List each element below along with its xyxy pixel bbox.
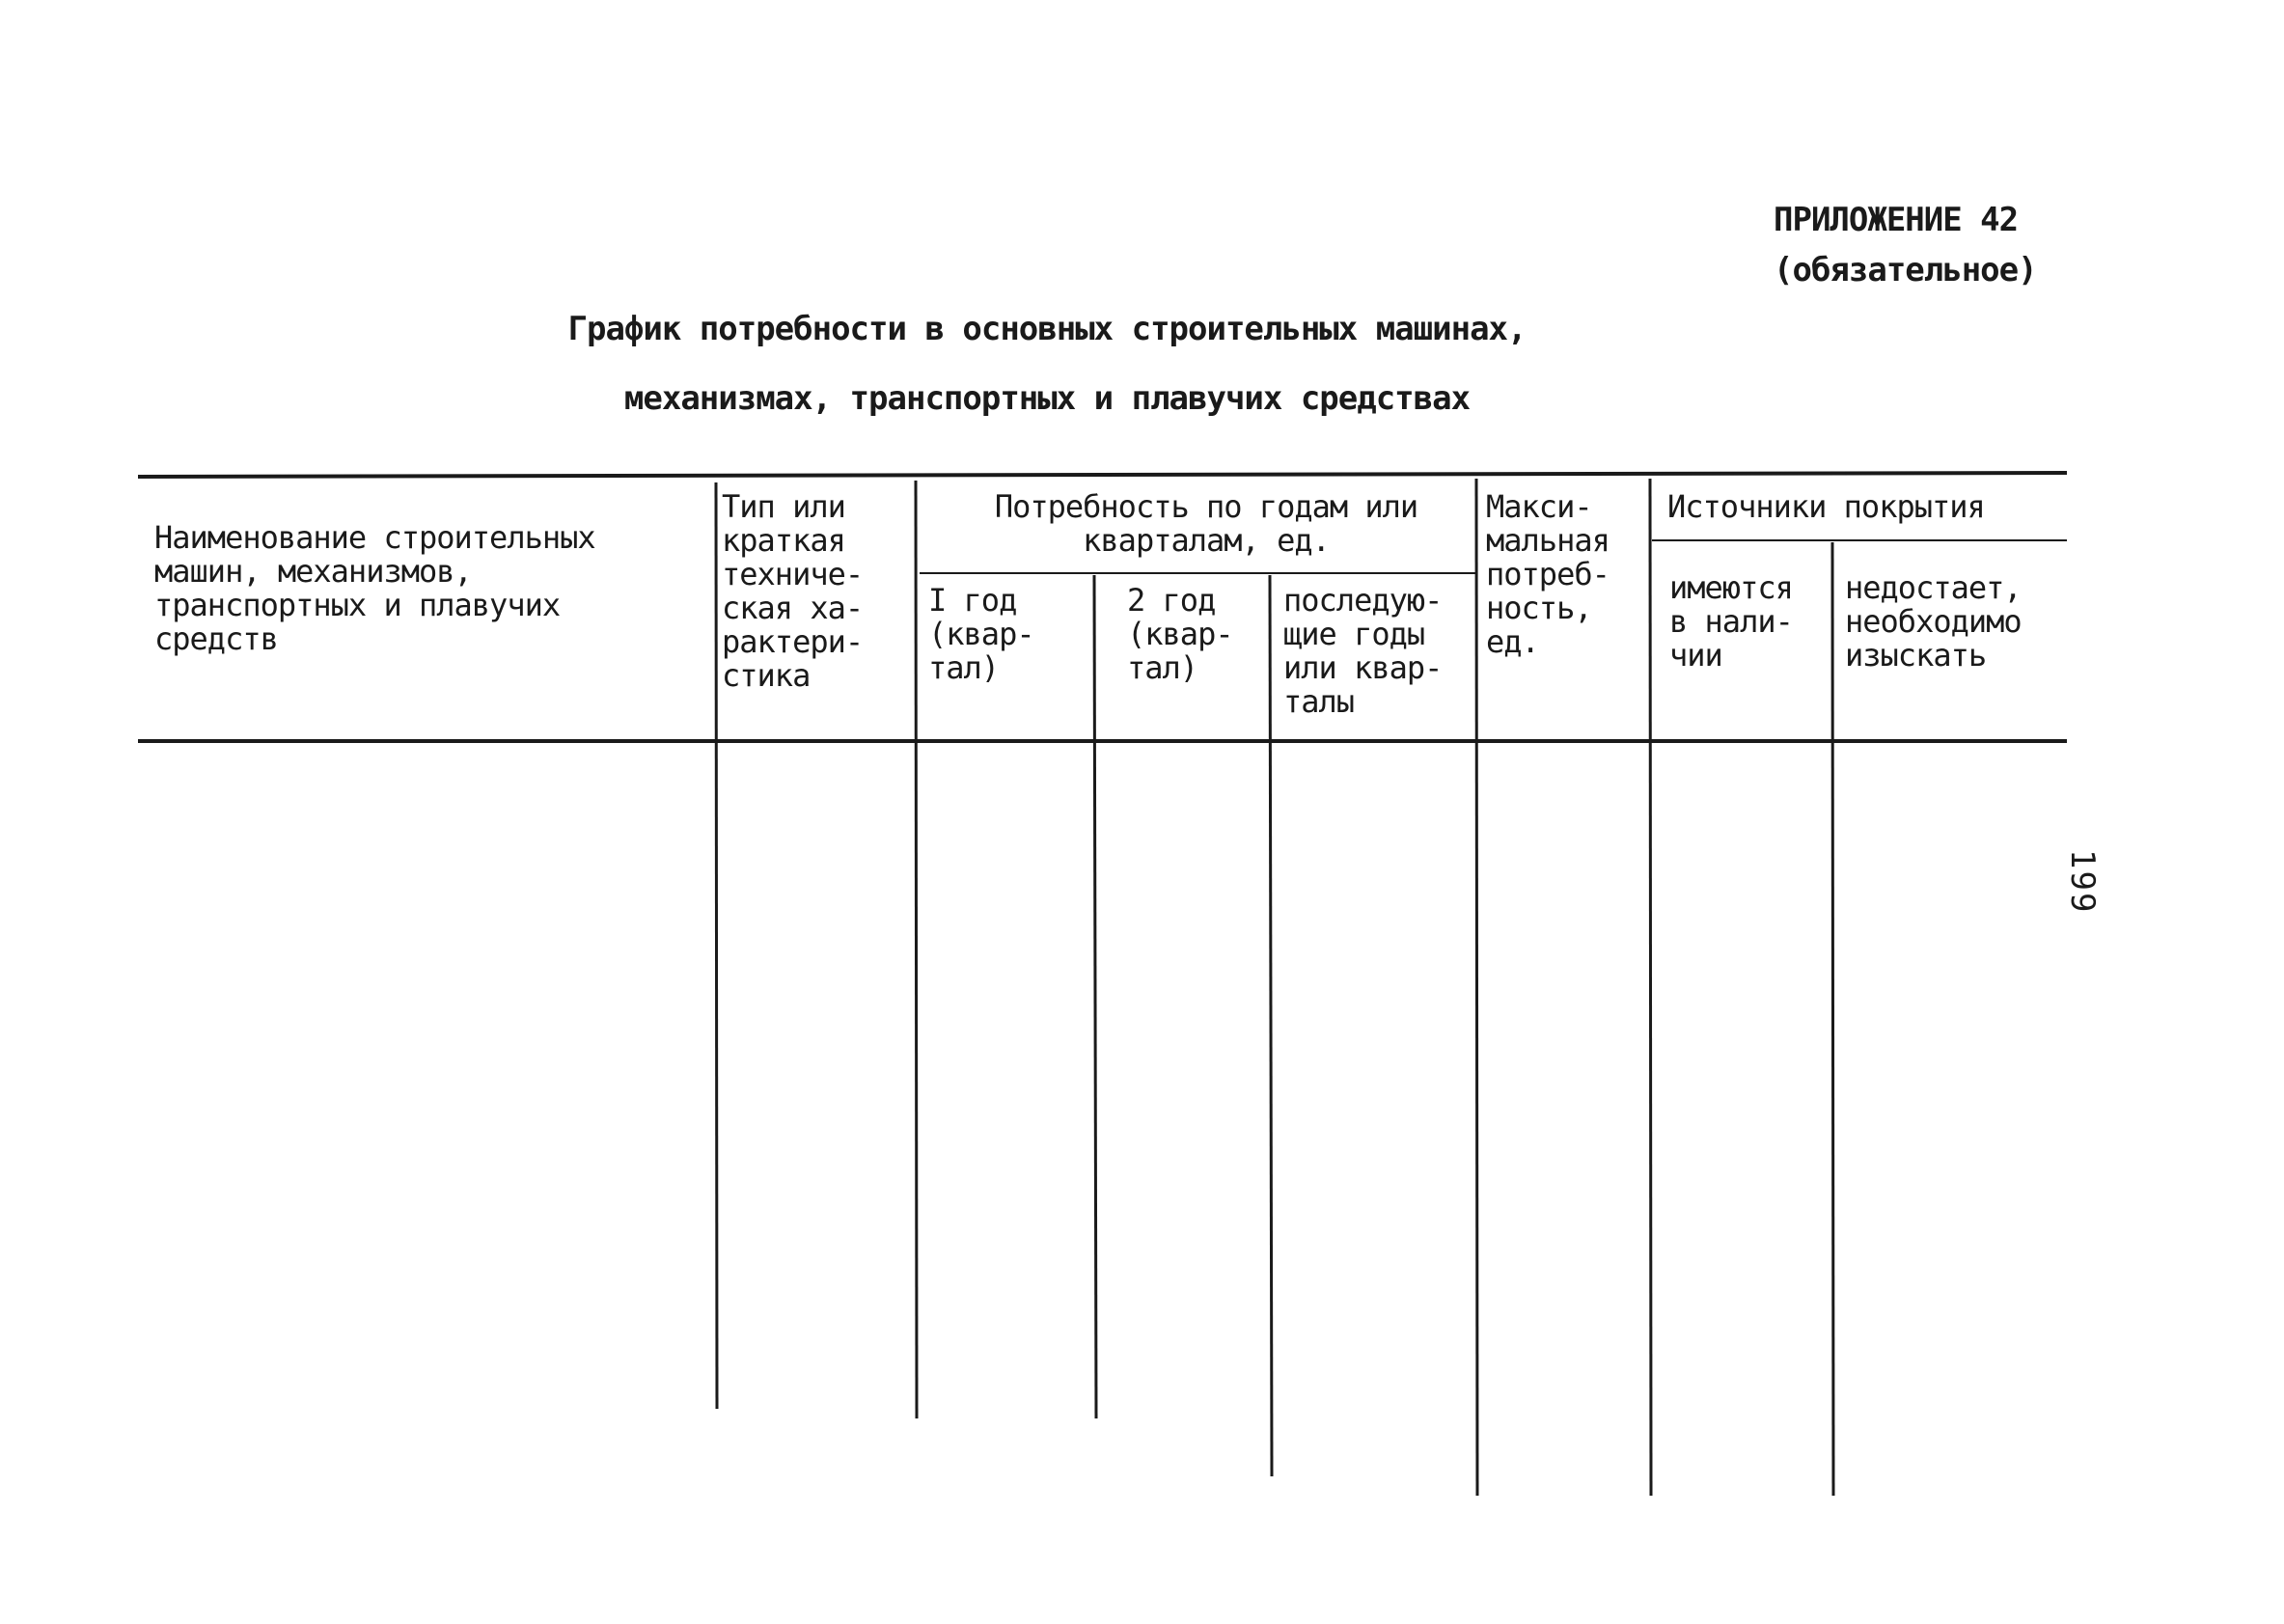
col-header-name: Наименование строительных машин, механизмов, транспортных и плавучих средств	[154, 519, 595, 657]
col-rule-5	[1476, 479, 1477, 1496]
col-header-max: Макси- мальная потреб- ность, ед.	[1486, 488, 1610, 660]
col-rule-1	[716, 482, 717, 1409]
col-rule-4	[1270, 575, 1272, 1476]
col-header-type: Тип или краткая техниче- ская ха- рактери- стика	[722, 488, 864, 694]
col-rule-2	[916, 481, 917, 1418]
col-rule-3	[1094, 575, 1096, 1418]
appendix-note: (обязательное)	[1774, 251, 2037, 289]
col-header-following: последую- щие годы или квар- талы	[1283, 582, 1443, 720]
col-header-demand-group: Потребность по годам или кварталам, ед.	[994, 488, 1418, 559]
col-rule-6	[1650, 479, 1651, 1496]
table-top-rule	[138, 473, 2067, 477]
title-line-1: График потребности в основных строительных машинах,	[567, 310, 1527, 348]
col-rule-7	[1832, 542, 1833, 1496]
col-header-shortfall: недостает, необходимо изыскать	[1845, 569, 2022, 674]
col-header-year1: I год (квар- тал)	[928, 582, 1034, 686]
appendix-label: ПРИЛОЖЕНИЕ 42	[1774, 201, 2019, 239]
col-header-available: имеются в нали- чии	[1669, 569, 1793, 674]
title-line-2: механизмах, транспортных и плавучих средствах	[623, 379, 1471, 418]
page-number: 199	[2063, 849, 2102, 915]
col-header-year2: 2 год (квар- тал)	[1127, 582, 1233, 686]
col-header-sources-group: Источники покрытия	[1667, 488, 1985, 525]
